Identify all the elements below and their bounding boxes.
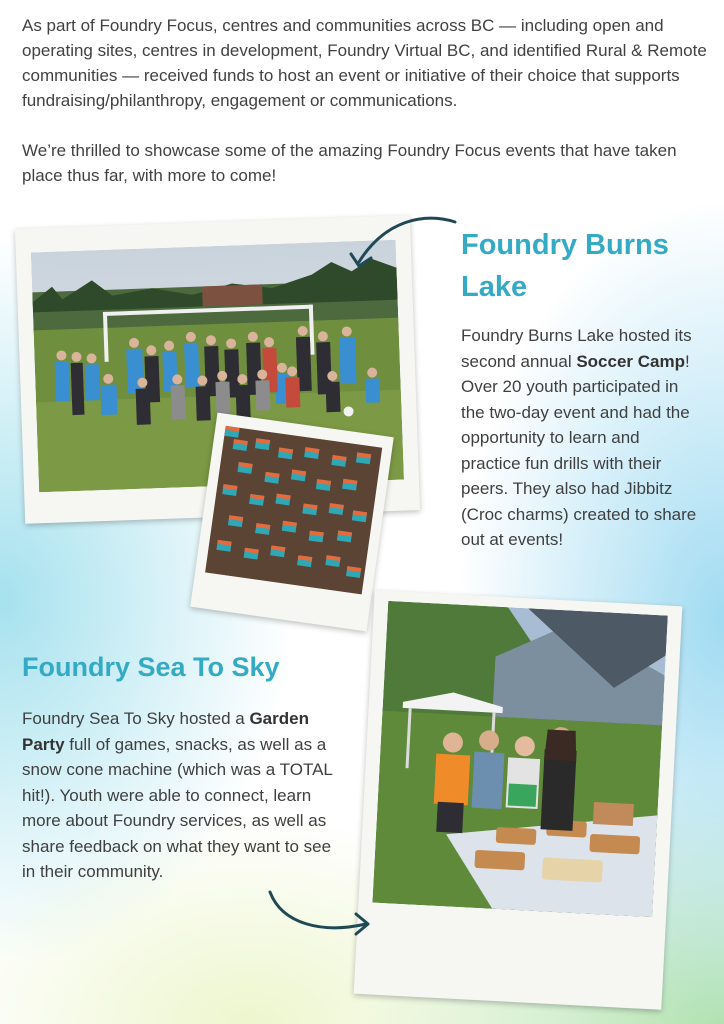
sea-to-sky-text-1: Foundry Sea To Sky hosted a xyxy=(22,709,250,728)
sea-to-sky-text xyxy=(22,706,340,885)
curved-arrow-icon xyxy=(345,210,465,280)
burns-lake-heading: Foundry Burns Lake xyxy=(461,229,669,303)
sea-to-sky-heading: Foundry Sea To Sky xyxy=(22,652,280,682)
intro-text xyxy=(22,13,712,213)
intro-paragraph-2: We’re thrilled to showcase some of the amazing Foundry Focus events that have taken place thus far, with more to come! xyxy=(22,141,677,185)
burns-lake-text-1: Foundry Burns Lake hosted its second annual xyxy=(461,326,692,371)
intro-paragraph-1: As part of Foundry Focus, centres and communities across BC — including open and operating sites, centres in development, Foundry Virtual BC, and identified Rural & Remote communities — received funds to host an event or initiative of their choice that supports fundraising/philanthropy, engagement or communications. xyxy=(22,16,707,110)
curved-arrow-icon xyxy=(262,884,382,944)
jibbitz-photo xyxy=(205,426,382,595)
burns-lake-text-2: ! Over 20 youth participated in the two-day event and had the opportunity to learn and practice fun drills with their peers. They also had Jibbitz (Croc charms) created to share out at events! xyxy=(461,351,697,549)
jibbitz-illustration xyxy=(205,426,382,595)
garden-party-photo-frame xyxy=(354,590,683,1010)
burns-lake-bold: Soccer Camp xyxy=(576,351,685,371)
burns-lake-text xyxy=(461,323,699,553)
garden-party-illustration xyxy=(372,601,667,917)
garden-party-photo xyxy=(372,601,667,917)
sea-to-sky-text-2: full of games, snacks, as well as a snow cone machine (which was a TOTAL hit!). Youth were able to connect, learn more about Foundry services, as well as share feedback on what they want to see in their community. xyxy=(22,734,333,881)
jibbitz-photo-frame xyxy=(190,413,394,632)
sea-to-sky-bold: Garden Party xyxy=(22,709,309,754)
